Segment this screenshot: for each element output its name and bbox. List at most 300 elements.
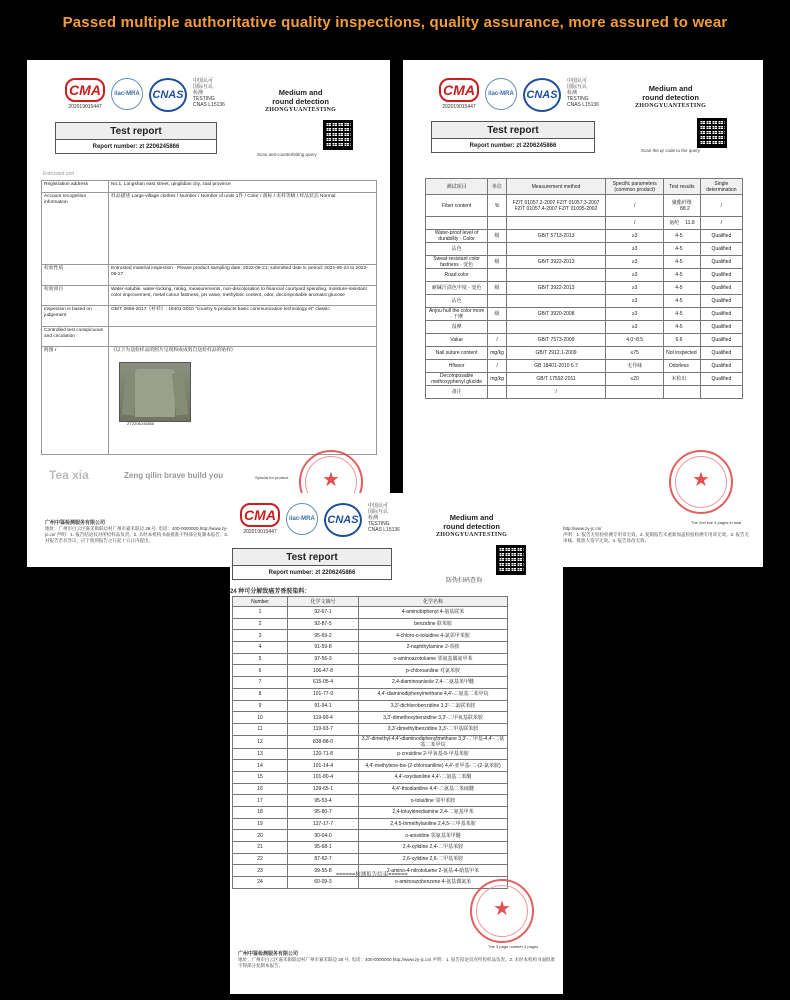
test-results-table — [425, 178, 743, 399]
red-seal-stamp: ★ — [299, 450, 363, 514]
results-value-a: 未检出 — [671, 376, 687, 382]
results-value — [664, 217, 701, 230]
results-row — [426, 334, 743, 347]
amine-cas: 97-56-3 — [288, 653, 359, 665]
results-spec: ≥3 — [606, 243, 664, 256]
entrusted-unit-label: Entrusted unit — [43, 171, 74, 177]
results-item: Hflavor — [426, 360, 488, 373]
results-method — [506, 217, 605, 230]
sign-note: Special for product — [255, 475, 289, 480]
amine-number: 21 — [233, 842, 288, 854]
cma-number: 202019015447 — [243, 529, 277, 535]
ilac-mra-logo: ilac-MRA — [286, 503, 318, 535]
results-value — [664, 308, 701, 321]
footer-text: 声明：1. 报告无检验检测专用章无效。2. 复制报告未重新加盖检验检测专用章无效。3. 报告无审核、批准人签字无效。4. 报告涂改无效。 — [563, 532, 750, 543]
results-judgement — [700, 386, 742, 399]
report-page-3 — [230, 493, 563, 994]
results-unit — [488, 269, 507, 282]
results-judgement: Qualified — [700, 347, 742, 360]
results-spec: ≤20 — [606, 373, 664, 386]
amine-number: 11 — [233, 723, 288, 735]
footer-site: http://www.zy-jc.cn/ — [563, 526, 602, 531]
results-value-a: Not inspected — [666, 350, 697, 356]
results-row — [426, 256, 743, 269]
results-value-a: 聚酯纤维 — [671, 199, 692, 206]
amine-number: 16 — [233, 783, 288, 795]
qr-note: 防伪扫码查询 — [446, 578, 483, 584]
info-row — [42, 181, 377, 193]
results-unit — [488, 321, 507, 334]
results-spec: ≥3 — [606, 282, 664, 295]
results-judgement: Qualified — [700, 230, 742, 243]
results-judgement: Qualified — [700, 256, 742, 269]
lab-line1: Medium and — [449, 513, 494, 522]
results-method: GB/T 3922-2013 — [506, 282, 605, 295]
qr-code-icon[interactable] — [697, 118, 727, 148]
amine-name: 3,3'-dimethoxybenzidine 3,3'-二甲氧基联苯胺 — [359, 712, 508, 724]
results-method — [506, 321, 605, 334]
results-method: GB/T 3922-2013 — [506, 256, 605, 269]
qr-code-icon[interactable] — [323, 120, 353, 150]
results-method: GB/T 17592-2011 — [506, 373, 605, 386]
amine-cas: 95-80-7 — [288, 807, 359, 819]
results-judgement: Qualified — [700, 269, 742, 282]
amine-row — [233, 818, 508, 830]
footer-text: 地址：广州市白云区嘉禾街联边村广州市嘉禾联边 28 号. 电话：400-0000000 http://www.zy-jc.cn/ 声明：1. 报告结论仅对所检样品负责。2. 未经本机构书面批准不得部分复制本报告。 — [238, 957, 556, 968]
results-judgement: Qualified — [700, 295, 742, 308]
amine-row — [233, 771, 508, 783]
amine-row — [233, 712, 508, 724]
results-value-b: 88.2 — [680, 205, 690, 212]
results-item: Sweat-resistant color fastness · 变色 — [426, 256, 488, 269]
amine-cas: 137-17-7 — [288, 818, 359, 830]
results-header: Single determination — [700, 179, 742, 195]
cma-logo: CMA — [65, 78, 105, 102]
info-row — [42, 285, 377, 305]
info-value — [109, 326, 377, 346]
footer-company: 广州中鉴检测服务有限公司 — [238, 951, 299, 957]
amine-header: 化学名称 — [359, 597, 508, 607]
amine-number: 5 — [233, 653, 288, 665]
info-key: 检验性质 — [42, 265, 109, 285]
amine-cas: 838-88-0 — [288, 735, 359, 748]
cma-logo: CMA — [439, 78, 479, 102]
results-value-a: 4-5 — [675, 246, 683, 252]
ilac-mra-logo: ilac-MRA — [111, 78, 143, 110]
results-value-a: Odorless — [668, 363, 689, 369]
results-unit: % — [488, 195, 507, 217]
results-value-a: 6.6 — [675, 337, 683, 343]
footer-text: 地址：广州市白云区嘉禾街联边村广州市嘉禾联边 28 号. 电话：400-0000000 http://www.zy-jc.cn/ 声明：1. 报告结论仅对所检样品负责。2. 未经本机构书面批准不得部分复制本报告。3. 对报告若有异议，应于收到报告之日起十五日内提出。 — [45, 526, 229, 543]
amine-name: 3,3'-dimethyl-4,4'-diaminodiphenylmethane 3,3'-二甲基-4,4'-二氨基二苯甲烷 — [359, 735, 508, 748]
lab-line1: Medium and — [278, 88, 323, 97]
results-method: FZ/T 01057.2-2007 FZ/T 01057.3-2007 FZ/T 01057.4-2007 FZ/T 01095-2002 — [506, 195, 605, 217]
results-judgement: Qualified — [700, 282, 742, 295]
results-item: Nail suture content — [426, 347, 488, 360]
results-spec: 无异味 — [606, 360, 664, 373]
amine-row — [233, 618, 508, 630]
amine-number: 7 — [233, 677, 288, 689]
amine-cas: 101-77-9 — [288, 688, 359, 700]
amine-name: 2,4-toluylenediamine 2,4-二氨基甲苯 — [359, 807, 508, 819]
results-judgement: Qualified — [700, 243, 742, 256]
results-value-a: 4-5 — [675, 298, 683, 304]
results-unit — [488, 295, 507, 308]
ilac-mra-logo: ilac-MRA — [485, 78, 517, 110]
report-page-1 — [27, 60, 390, 567]
amine-name: p-cresidine 2-甲氧基-5-甲基苯胺 — [359, 748, 508, 760]
amine-name: 4,4'-oxydianiline 4,4'-二氨基二苯醚 — [359, 771, 508, 783]
report-info-table — [41, 180, 377, 455]
results-unit — [488, 243, 507, 256]
results-item: 备注 — [426, 386, 488, 399]
info-key: Registration address — [42, 181, 109, 193]
results-spec: ≥3 — [606, 295, 664, 308]
amine-number: 8 — [233, 688, 288, 700]
results-method: GB 18401-2010 6.7 — [506, 360, 605, 373]
results-value — [664, 386, 701, 399]
results-row — [426, 282, 743, 295]
amine-name: o-anisidine 邻氨基苯甲醚 — [359, 830, 508, 842]
results-item — [426, 217, 488, 230]
amine-name: 4-chloro-o-toluidine 4-氯邻甲苯胺 — [359, 630, 508, 642]
report-number: Report number: zt 2206245866 — [92, 144, 180, 150]
results-item: Water-proof level of durability · Color — [426, 230, 488, 243]
lab-line1: Medium and — [648, 84, 693, 93]
report-number: Report number: zt 2206245866 — [469, 143, 557, 149]
amine-row — [233, 607, 508, 619]
test-report-box — [431, 121, 595, 153]
results-method: GB/T 7573-2009 — [506, 334, 605, 347]
results-judgement: Qualified — [700, 308, 742, 321]
amine-row — [233, 700, 508, 712]
lab-name — [265, 88, 336, 115]
qr-note: Scan anti-counterfeiting query — [257, 152, 317, 157]
results-item: 沾色 — [426, 295, 488, 308]
results-method: GB/T 5713-2013 — [506, 230, 605, 243]
lab-brand: ZHONGYUANTESTING — [635, 103, 707, 109]
test-report-box — [55, 122, 217, 154]
results-row — [426, 230, 743, 243]
info-key: Account recognition information — [42, 193, 109, 265]
lab-name — [635, 84, 706, 111]
amine-name: 2,6-xylidine 2,6-二甲基苯胺 — [359, 853, 508, 865]
results-method — [506, 269, 605, 282]
amine-list-title: 24 种可分解致癌芳香胺染料： — [230, 589, 311, 595]
amine-cas: 139-65-1 — [288, 783, 359, 795]
results-item: Fiber content — [426, 195, 488, 217]
info-value: No.1, Longshan east street, qinglidian city, zaid province — [109, 181, 377, 193]
results-method: / — [506, 386, 605, 399]
garment-photo — [119, 362, 191, 422]
results-value — [664, 347, 701, 360]
amine-cas: 91-59-8 — [288, 642, 359, 654]
results-header: Measurement method — [506, 179, 605, 195]
amine-row — [233, 677, 508, 689]
amine-number: 1 — [233, 607, 288, 619]
results-value — [664, 295, 701, 308]
amine-number: 2 — [233, 618, 288, 630]
amine-cas: 99-55-8 — [288, 865, 359, 877]
results-spec: / — [606, 217, 664, 230]
amine-row — [233, 642, 508, 654]
cma-logo: CMA — [240, 503, 280, 527]
results-value — [664, 269, 701, 282]
results-value-a: 氨纶 — [669, 220, 680, 226]
report-number: Report number: zt 2206245866 — [268, 570, 356, 576]
amine-name: 4,4'-methylene-bis-(2-chloroaniline) 4,4'-亚甲基-二-(2-氯苯胺) — [359, 760, 508, 772]
results-item: Road color — [426, 269, 488, 282]
footer-info — [238, 951, 556, 969]
amine-number: 6 — [233, 665, 288, 677]
amine-row — [233, 783, 508, 795]
amine-cas: 119-90-4 — [288, 712, 359, 724]
amine-row — [233, 877, 508, 889]
amine-number: 3 — [233, 630, 288, 642]
amine-name: p-chloroaniline 对氯苯胺 — [359, 665, 508, 677]
results-value — [664, 282, 701, 295]
results-value-a: 4-5 — [675, 272, 683, 278]
amine-name: 2-naphthylamine 2-萘胺 — [359, 642, 508, 654]
amine-row — [233, 653, 508, 665]
info-value: 样品描述 Large-village clothes / Number / Number of units 1件 / Color / 商标 / 来样等级 / 样品状态 Normal — [109, 193, 377, 265]
results-value-a: 4-5 — [675, 324, 683, 330]
results-spec: ≥3 — [606, 308, 664, 321]
info-row — [42, 326, 377, 346]
amine-row — [233, 630, 508, 642]
cma-number: 202019015447 — [442, 104, 476, 110]
info-key: 检验项目 — [42, 285, 109, 305]
results-method — [506, 243, 605, 256]
results-value-a: 4-5 — [675, 285, 683, 291]
results-unit — [488, 386, 507, 399]
amine-name: 2-amino-4-nitrotoluene 2-氨基-4-硝基甲苯 — [359, 865, 508, 877]
results-unit: 级 — [488, 308, 507, 321]
results-row — [426, 295, 743, 308]
cert-logos — [65, 78, 225, 112]
amine-name: o-aminoazotoluene 邻氨基偶氮甲苯 — [359, 653, 508, 665]
amine-name: o-aminoazobenzene 4-氨基偶氮苯 — [359, 877, 508, 889]
results-row — [426, 321, 743, 334]
lab-line2: round detection — [443, 522, 500, 531]
amine-number: 13 — [233, 748, 288, 760]
amine-number: 20 — [233, 830, 288, 842]
results-method: GB/T 2912.1-2009 — [506, 347, 605, 360]
info-value: Water-soluble, water-locking, rating, measurements, non-discoloration to financial courtyard spending, moisture-resistant color improvement, metal colour fastness, pH value, methylotic content, odor, decomposable aromatic glucose — [109, 285, 377, 305]
results-spec: ≥3 — [606, 256, 664, 269]
amine-row — [233, 723, 508, 735]
results-judgement: / — [700, 217, 742, 230]
cnas-text: 中国认可 国际互认 检测 TESTING CNAS L15136 — [368, 503, 400, 533]
amine-cas: 95-53-4 — [288, 795, 359, 807]
amine-table — [232, 596, 508, 889]
results-row — [426, 269, 743, 282]
results-header: 单位 — [488, 179, 507, 195]
page-note: The 3 page number 3 pages — [488, 944, 539, 949]
results-value-a: 4-5 — [675, 311, 683, 317]
lab-line2: round detection — [272, 97, 329, 106]
amine-name: 4,4'-diaminodiphenylmethane 4,4'-二氨基二苯甲烷 — [359, 688, 508, 700]
results-value — [664, 256, 701, 269]
results-header: Test results — [664, 179, 701, 195]
info-row — [42, 347, 377, 455]
cnas-logo: CNAS — [149, 78, 187, 112]
footer-company: 广州中鉴检测服务有限公司 — [45, 520, 106, 526]
amine-number: 12 — [233, 735, 288, 748]
results-row — [426, 217, 743, 230]
results-unit: 级 — [488, 230, 507, 243]
amine-cas: 87-62-7 — [288, 853, 359, 865]
results-value — [664, 360, 701, 373]
results-header: Specific parameters (common product) — [606, 179, 664, 195]
results-row — [426, 308, 743, 321]
results-spec: ≥3 — [606, 230, 664, 243]
amine-number: 4 — [233, 642, 288, 654]
amine-number: 18 — [233, 807, 288, 819]
results-judgement: Qualified — [700, 373, 742, 386]
amine-row — [233, 665, 508, 677]
amine-name: 3,3'-dimethylbenzidine 3,3'-二甲基联苯胺 — [359, 723, 508, 735]
amine-row — [233, 842, 508, 854]
results-row — [426, 373, 743, 386]
cnas-text: 中国认可 国际互认 检测 TESTING CNAS L15136 — [193, 78, 225, 108]
amine-row — [233, 760, 508, 772]
results-spec: ≤75 — [606, 347, 664, 360]
results-judgement: / — [700, 195, 742, 217]
results-item: Decomposable methoxyphenyl glucide — [426, 373, 488, 386]
results-row — [426, 243, 743, 256]
amine-cas: 101-80-4 — [288, 771, 359, 783]
results-value-a: 4-5 — [675, 233, 683, 239]
amine-name: benzidine 联苯胺 — [359, 618, 508, 630]
results-unit: 级 — [488, 256, 507, 269]
results-value-a: 4-5 — [675, 259, 683, 265]
results-item: Anjou hull the color more · 干摩 — [426, 308, 488, 321]
amine-number: 15 — [233, 771, 288, 783]
amine-row — [233, 748, 508, 760]
amine-cas: 60-09-3 — [288, 877, 359, 889]
cnas-logo: CNAS — [523, 78, 561, 112]
amine-cas: 119-93-7 — [288, 723, 359, 735]
red-seal-stamp: ★ — [669, 450, 733, 514]
amine-number: 9 — [233, 700, 288, 712]
cert-logos-3 — [240, 503, 400, 537]
amine-number: 10 — [233, 712, 288, 724]
watermark-tea-xia: Tea xia — [49, 468, 89, 482]
results-value — [664, 243, 701, 256]
results-spec: 4.0~8.5 — [606, 334, 664, 347]
amine-cas: 615-05-4 — [288, 677, 359, 689]
amine-name: 4,4'-thiodianiline 4,4'-二氨基二苯硫醚 — [359, 783, 508, 795]
amine-cas: 95-68-1 — [288, 842, 359, 854]
amine-cas: 101-14-4 — [288, 760, 359, 772]
results-unit — [488, 217, 507, 230]
amine-number: 23 — [233, 865, 288, 877]
qr-code-icon[interactable] — [496, 545, 526, 575]
results-row — [426, 195, 743, 217]
amine-row — [233, 807, 508, 819]
results-spec: ≥3 — [606, 269, 664, 282]
photo-caption: ZT2206245866 — [127, 421, 155, 426]
amine-name: 2,4-diaminoanisole 2,4-二氨基苯甲醚 — [359, 677, 508, 689]
info-value: GB/T 2669-2017《衬衫》; 18401-2010 "country 5 products basic communication technology et" classic — [109, 306, 377, 326]
footer-info — [45, 520, 231, 544]
amine-cas: 92-87-5 — [288, 618, 359, 630]
results-row — [426, 360, 743, 373]
amine-cas: 90-04-0 — [288, 830, 359, 842]
amine-row — [233, 735, 508, 748]
amine-row — [233, 795, 508, 807]
results-judgement: Qualified — [700, 321, 742, 334]
results-value — [664, 334, 701, 347]
results-unit: / — [488, 334, 507, 347]
results-row — [426, 386, 743, 399]
info-key: Inspection is based on judgement — [42, 306, 109, 326]
amine-cas: 120-71-8 — [288, 748, 359, 760]
report-title: Test report — [432, 122, 594, 139]
amine-number: 19 — [233, 818, 288, 830]
results-spec: ≥3 — [606, 321, 664, 334]
results-row — [426, 347, 743, 360]
cert-logos-2 — [439, 78, 599, 112]
results-unit: mg/kg — [488, 373, 507, 386]
amine-cas: 92-67-1 — [288, 607, 359, 619]
results-judgement: Qualified — [700, 334, 742, 347]
report-title: Test report — [56, 123, 216, 140]
lab-brand: ZHONGYUANTESTING — [265, 107, 337, 113]
results-item: Value — [426, 334, 488, 347]
amine-number: 14 — [233, 760, 288, 772]
lab-name — [436, 513, 507, 540]
report-page-2 — [403, 60, 763, 567]
lab-brand: ZHONGYUANTESTING — [436, 532, 508, 538]
results-unit: / — [488, 360, 507, 373]
results-spec — [606, 386, 664, 399]
amine-name: 3,3'-dichlorobenzidine 3,3'-二氯联苯胺 — [359, 700, 508, 712]
info-key: Controlled test conspicuous and circulation — [42, 326, 109, 346]
info-row — [42, 306, 377, 326]
report-end-line: ======检测报告结束====== — [336, 872, 408, 878]
results-value — [664, 195, 701, 217]
results-value — [664, 373, 701, 386]
results-judgement: Qualified — [700, 360, 742, 373]
results-item: 湿摩 — [426, 321, 488, 334]
amine-name: 2,4,5-trimethylaniline 2,4,5-三甲基苯胺 — [359, 818, 508, 830]
results-item: 耐碱汗渍色牢度 · 变色 — [426, 282, 488, 295]
amine-header: 化学文摘号 — [288, 597, 359, 607]
amine-number: 22 — [233, 853, 288, 865]
amine-name: 4-aminobiphenyl 4-氨基联苯 — [359, 607, 508, 619]
test-report-box — [232, 548, 392, 580]
amine-row — [233, 853, 508, 865]
amine-cas: 91-94-1 — [288, 700, 359, 712]
amine-row — [233, 830, 508, 842]
results-unit: 级 — [488, 282, 507, 295]
watermark-slogan: Zeng qilin brave build you — [124, 471, 224, 480]
cma-number: 202019015447 — [68, 104, 102, 110]
amine-name: 2,4-xylidine 2,4-二甲基苯胺 — [359, 842, 508, 854]
info-value: 《以下为送检样品的照片呈现和成成剪自送检样品的贴样》 — [109, 347, 377, 455]
info-row — [42, 265, 377, 285]
amine-number: 17 — [233, 795, 288, 807]
amine-number: 24 — [233, 877, 288, 889]
amine-name: o-toluidine 邻甲苯胺 — [359, 795, 508, 807]
info-value: Entrusted material inspection · Please product sampling date: 2022-06-21; submitted date 5, period: 2022-06-24 to 2022-06-27 — [109, 265, 377, 285]
results-value-b: 11.8 — [685, 220, 695, 226]
results-method: GB/T 3920-2008 — [506, 308, 605, 321]
amine-cas: 106-47-8 — [288, 665, 359, 677]
amine-cas: 95-69-2 — [288, 630, 359, 642]
